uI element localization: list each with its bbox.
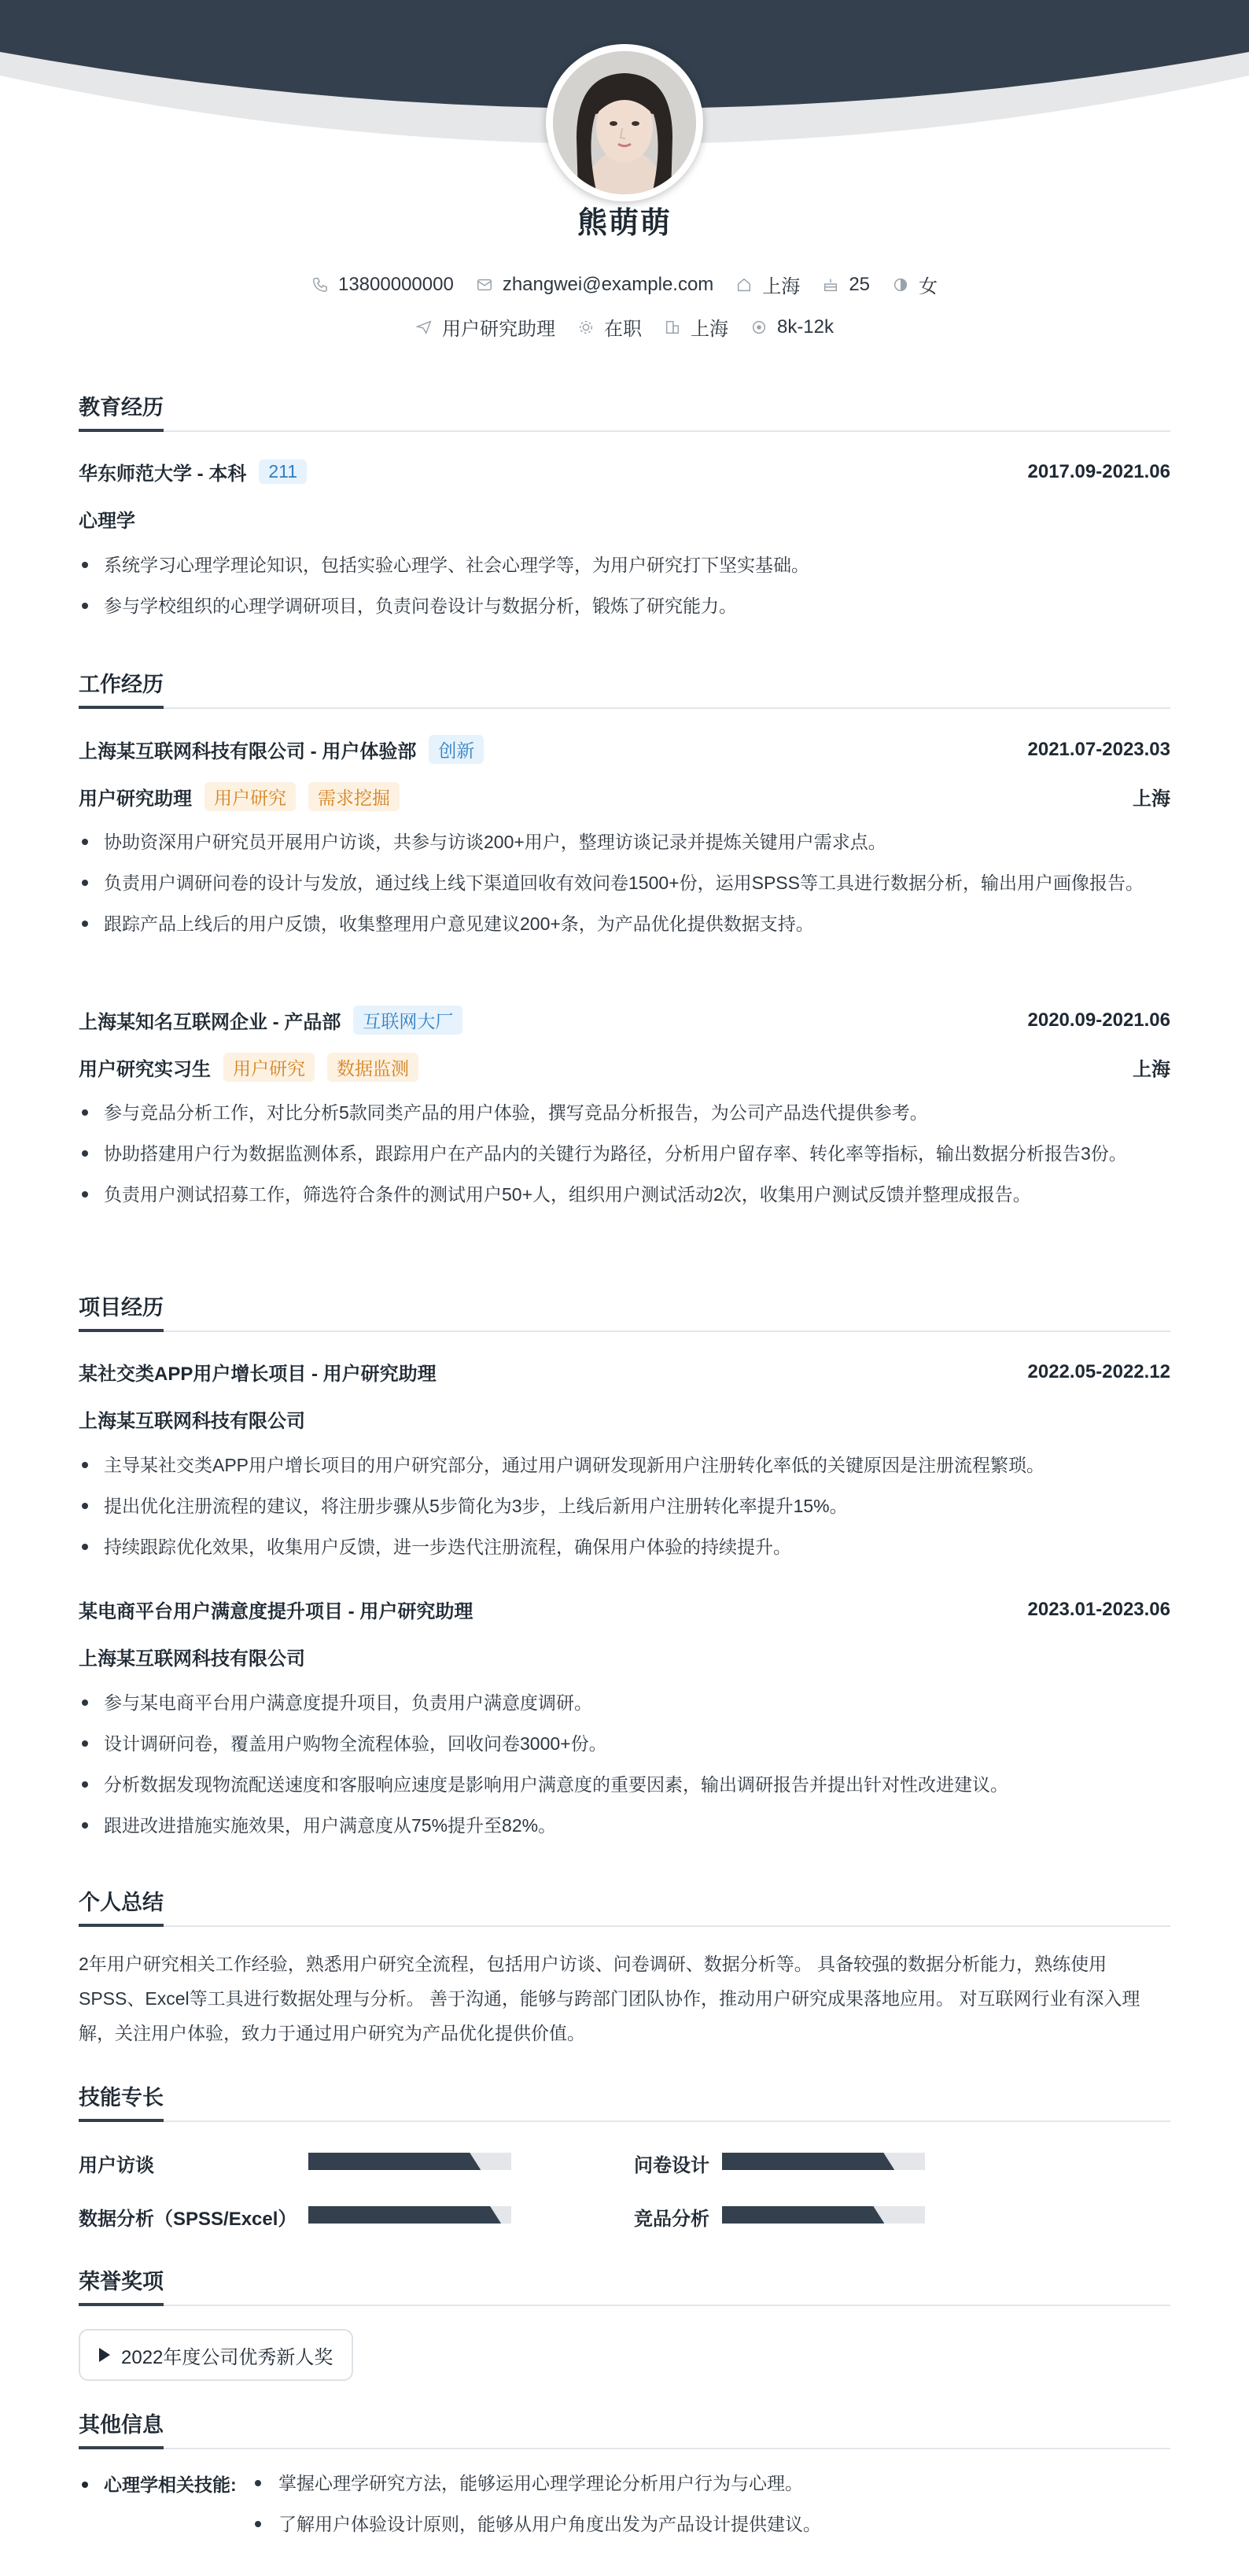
job-bullets <box>79 826 1170 949</box>
list-item: 参与学校组织的心理学调研项目，负责问卷设计与数据分析，锻炼了研究能力。 <box>79 590 1170 622</box>
list-item: 系统学习心理学理论知识，包括实验心理学、社会心理学等，为用户研究打下坚实基础。 <box>79 549 1170 581</box>
skill-label: 问卷设计 <box>634 2155 709 2176</box>
company-tag: 创新 <box>429 735 484 764</box>
skill-label: 用户访谈 <box>79 2155 154 2176</box>
job-bullets <box>79 1097 1170 1220</box>
send-icon <box>415 319 433 336</box>
age-item <box>822 274 870 296</box>
project-org: 上海某互联网科技有限公司 <box>79 1648 305 1670</box>
skill-label: 竞品分析 <box>634 2209 709 2230</box>
triangle-icon <box>99 2348 110 2362</box>
other-list <box>252 2471 821 2552</box>
skill-label: 数据分析（SPSS/Excel） <box>79 2209 297 2230</box>
target-city-text: 上海 <box>690 319 728 340</box>
job-role: 用户研究实习生 <box>79 1059 211 1080</box>
list-item: 了解用户体验设计原则，能够从用户角度出发为产品设计提供建议。 <box>252 2511 821 2537</box>
status-item <box>577 313 642 341</box>
job-intent-row <box>0 313 1249 341</box>
cake-icon <box>822 276 839 293</box>
salary-text: 8k-12k <box>776 316 835 338</box>
role-tag: 用户研究 <box>223 1053 315 1082</box>
company-name: 上海某知名互联网企业 - 产品部 <box>79 1012 341 1033</box>
list-item: 负责用户测试招募工作，筛选符合条件的测试用户50+人，组织用户测试活动2次，收集用户测试反馈并整理成报告。 <box>79 1179 1170 1210</box>
age-text: 25 <box>849 273 871 295</box>
city-item <box>735 271 800 298</box>
status-text: 在职 <box>603 319 642 340</box>
phone-item <box>311 274 454 296</box>
skill-bar <box>308 2153 511 2170</box>
list-item: 参与某电商平台用户满意度提升项目，负责用户满意度调研。 <box>79 1687 1170 1718</box>
awards-section-title: 荣誉奖项 <box>79 2264 1170 2306</box>
project-header <box>79 1596 1170 1623</box>
role-tag: 数据监测 <box>327 1053 418 1082</box>
list-item: 分析数据发现物流配送速度和客服响应速度是影响用户满意度的重要因素，输出调研报告并提出针对性改进建议。 <box>79 1769 1170 1800</box>
skill-fill <box>308 2153 481 2170</box>
other-label: 心理学相关技能: <box>79 2471 237 2497</box>
avatar <box>546 44 703 201</box>
skill-fill <box>722 2206 884 2224</box>
job-date: 2020.09-2021.06 <box>1027 1009 1170 1031</box>
education-date: 2017.09-2021.06 <box>1027 460 1170 482</box>
award-text: 2022年度公司优秀新人奖 <box>121 2346 333 2368</box>
avatar-photo <box>553 51 696 194</box>
skill-fill <box>308 2206 501 2224</box>
email-item <box>476 274 714 296</box>
education-bullets <box>79 549 1170 631</box>
list-item: 跟踪产品上线后的用户反馈，收集整理用户意见建议200+条，为产品优化提供数据支持。 <box>79 908 1170 939</box>
position-item <box>415 313 555 341</box>
project-org: 上海某互联网科技有限公司 <box>79 1411 305 1432</box>
building-icon <box>664 319 681 336</box>
project-name: 某电商平台用户满意度提升项目 - 用户研究助理 <box>79 1601 473 1622</box>
list-item: 提出优化注册流程的建议，将注册步骤从5步简化为3步，上线后新用户注册转化率提升15%。 <box>79 1490 1170 1522</box>
project-header <box>79 1358 1170 1386</box>
list-item: 主导某社交类APP用户增长项目的用户研究部分，通过用户调研发现新用户注册转化率低的关键原因是注册流程繁琐。 <box>79 1449 1170 1481</box>
gender-icon <box>892 276 909 293</box>
phone-text: 13800000000 <box>337 273 454 295</box>
job-location: 上海 <box>1133 1059 1170 1080</box>
job-header <box>79 1006 1170 1035</box>
list-item: 跟进改进措施实施效果，用户满意度从75%提升至82%。 <box>79 1810 1170 1841</box>
other-section-title: 其他信息 <box>79 2408 1170 2449</box>
summary-text: 2年用户研究相关工作经验，熟悉用户研究全流程，包括用户访谈、问卷调研、数据分析等。 具备较强的数据分析能力，熟练使用SPSS、Excel等工具进行数据处理与分析。 善于沟通，能够与跨部门团队协作，推动用户研究成果落地应用。 对互联网行业有深入理解，关注用户体验，致力于通过用户研究为产品优化提供价值。 <box>79 1954 1140 2043</box>
coin-icon <box>750 319 768 336</box>
job-location: 上海 <box>1133 788 1170 810</box>
gear-icon <box>577 319 595 336</box>
school-name: 华东师范大学 - 本科 <box>79 463 247 485</box>
education-section-title: 教育经历 <box>79 390 1170 432</box>
position-text: 用户研究助理 <box>441 319 555 340</box>
list-item: 协助资深用户研究员开展用户访谈，共参与访谈200+用户，整理访谈记录并提炼关键用户需求点。 <box>79 826 1170 858</box>
project-name: 某社交类APP用户增长项目 - 用户研究助理 <box>79 1364 437 1385</box>
skill-bar <box>722 2153 925 2170</box>
major: 心理学 <box>79 511 135 532</box>
project-date: 2022.05-2022.12 <box>1027 1360 1170 1382</box>
education-header <box>79 458 1170 485</box>
list-item: 掌握心理学研究方法，能够运用心理学理论分析用户行为与心理。 <box>252 2471 821 2496</box>
skill-bar <box>308 2206 511 2224</box>
candidate-name: 熊萌萌 <box>577 207 672 240</box>
home-icon <box>735 276 753 293</box>
project-date: 2023.01-2023.06 <box>1027 1598 1170 1620</box>
skill-bar <box>722 2206 925 2224</box>
gender-item <box>892 271 938 298</box>
award-item[interactable] <box>79 2329 353 2381</box>
job-role: 用户研究助理 <box>79 788 192 810</box>
skills-section-title: 技能专长 <box>79 2080 1170 2122</box>
projects-section-title: 项目经历 <box>79 1290 1170 1332</box>
target-city-item <box>664 313 728 341</box>
role-tag: 用户研究 <box>204 782 296 811</box>
skill-fill <box>722 2153 894 2170</box>
job-header <box>79 735 1170 764</box>
phone-icon <box>311 276 329 293</box>
list-item: 持续跟踪优化效果，收集用户反馈，进一步迭代注册流程，确保用户体验的持续提升。 <box>79 1531 1170 1563</box>
list-item: 协助搭建用户行为数据监测体系，跟踪用户在产品内的关键行为路径，分析用户留存率、转化率等指标，输出数据分析报告3份。 <box>79 1138 1170 1169</box>
role-tag: 需求挖掘 <box>308 782 400 811</box>
list-item: 设计调研问卷，覆盖用户购物全流程体验，回收问卷3000+份。 <box>79 1728 1170 1759</box>
job-date: 2021.07-2023.03 <box>1027 738 1170 760</box>
gender-text: 女 <box>919 276 938 297</box>
list-item: 负责用户调研问卷的设计与发放，通过线上线下渠道回收有效问卷1500+份，运用SPSS等工具进行数据分析，输出用户画像报告。 <box>79 867 1170 899</box>
contact-row <box>0 271 1249 298</box>
school-tag: 211 <box>259 459 307 484</box>
company-name: 上海某互联网科技有限公司 - 用户体验部 <box>79 741 417 762</box>
list-item: 参与竞品分析工作，对比分析5款同类产品的用户体验，撰写竞品分析报告，为公司产品迭代提供参考。 <box>79 1097 1170 1128</box>
mail-icon <box>476 276 493 293</box>
city-text: 上海 <box>762 276 801 297</box>
project-bullets <box>79 1687 1170 1851</box>
email-text: zhangwei@example.com <box>502 273 714 295</box>
summary-section-title: 个人总结 <box>79 1885 1170 1927</box>
work-section-title: 工作经历 <box>79 667 1170 709</box>
job-role-row <box>79 1053 1170 1082</box>
company-tag: 互联网大厂 <box>353 1006 462 1035</box>
job-role-row <box>79 782 1170 811</box>
project-bullets <box>79 1449 1170 1572</box>
salary-item <box>750 316 834 338</box>
